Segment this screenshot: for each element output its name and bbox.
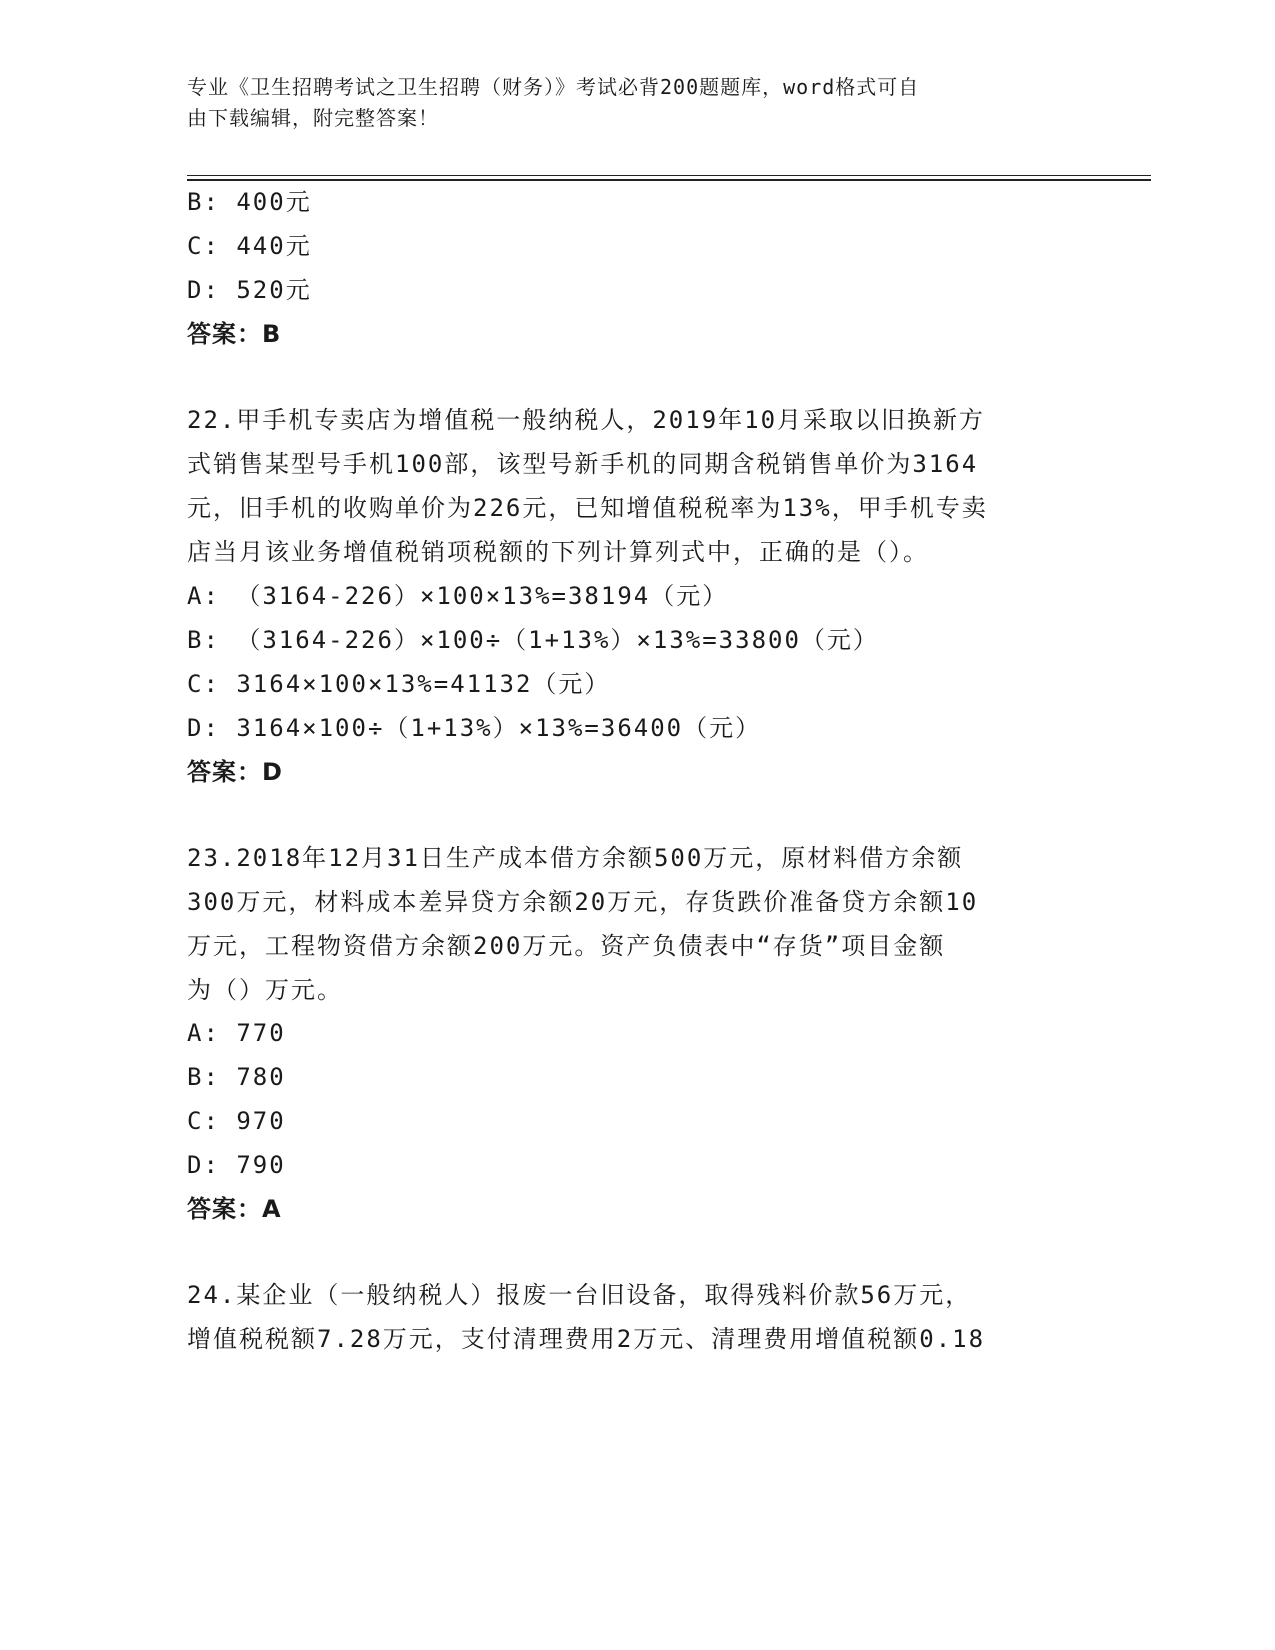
q21-answer: 答案：B [187,320,282,348]
q21-option-d: D: 520元 [187,276,312,304]
q22-stem-line-4: 店当月该业务增值税销项税额的下列计算列式中，正确的是（）。 [187,538,929,566]
document-header [187,72,1067,134]
q23-option-a: A: 770 [187,1019,286,1047]
header-line-2: 由下载编辑，附完整答案！ [187,106,439,130]
q23-option-c: C: 970 [187,1107,286,1135]
q24-stem-line-1: 24.某企业（一般纳税人）报废一台旧设备，取得残料价款56万元， [187,1281,972,1309]
q22-answer: 答案：D [187,758,283,786]
q22-stem-line-3: 元，旧手机的收购单价为226元，已知增值税税率为13%，甲手机专卖 [187,494,988,522]
q22-option-c: C: 3164×100×13%=41132（元） [187,670,611,698]
q22-stem-line-1: 22.甲手机专卖店为增值税一般纳税人，2019年10月采取以旧换新方 [187,406,986,434]
q23-option-b: B: 780 [187,1063,286,1091]
header-divider-thick [187,179,1151,181]
q23-stem-line-1: 23.2018年12月31日生产成本借方余额500万元，原材料借方余额 [187,844,964,872]
q23-answer: 答案：A [187,1195,282,1223]
q23-option-d: D: 790 [187,1151,286,1179]
q24-stem-line-2: 增值税税额7.28万元，支付清理费用2万元、清理费用增值税额0.18 [187,1325,986,1353]
header-divider-thin [187,175,1151,176]
q21-option-c: C: 440元 [187,232,312,260]
q21-option-b: B: 400元 [187,188,312,216]
q22-stem-line-2: 式销售某型号手机100部，该型号新手机的同期含税销售单价为3164 [187,450,979,478]
q22-option-b: B: （3164-226）×100÷（1+13%）×13%=33800（元） [187,626,879,654]
q22-option-d: D: 3164×100÷（1+13%）×13%=36400（元） [187,714,762,742]
q23-stem-line-3: 万元，工程物资借方余额200万元。资产负债表中“存货”项目金额 [187,932,946,960]
q23-stem-line-2: 300万元，材料成本差异贷方余额20万元，存货跌价准备贷方余额10 [187,888,979,916]
header-line-1: 专业《卫生招聘考试之卫生招聘（财务）》考试必背200题题库，word格式可自 [187,75,920,99]
q23-stem-line-4: 为（）万元。 [187,976,343,1004]
q22-option-a: A: （3164-226）×100×13%=38194（元） [187,582,729,610]
